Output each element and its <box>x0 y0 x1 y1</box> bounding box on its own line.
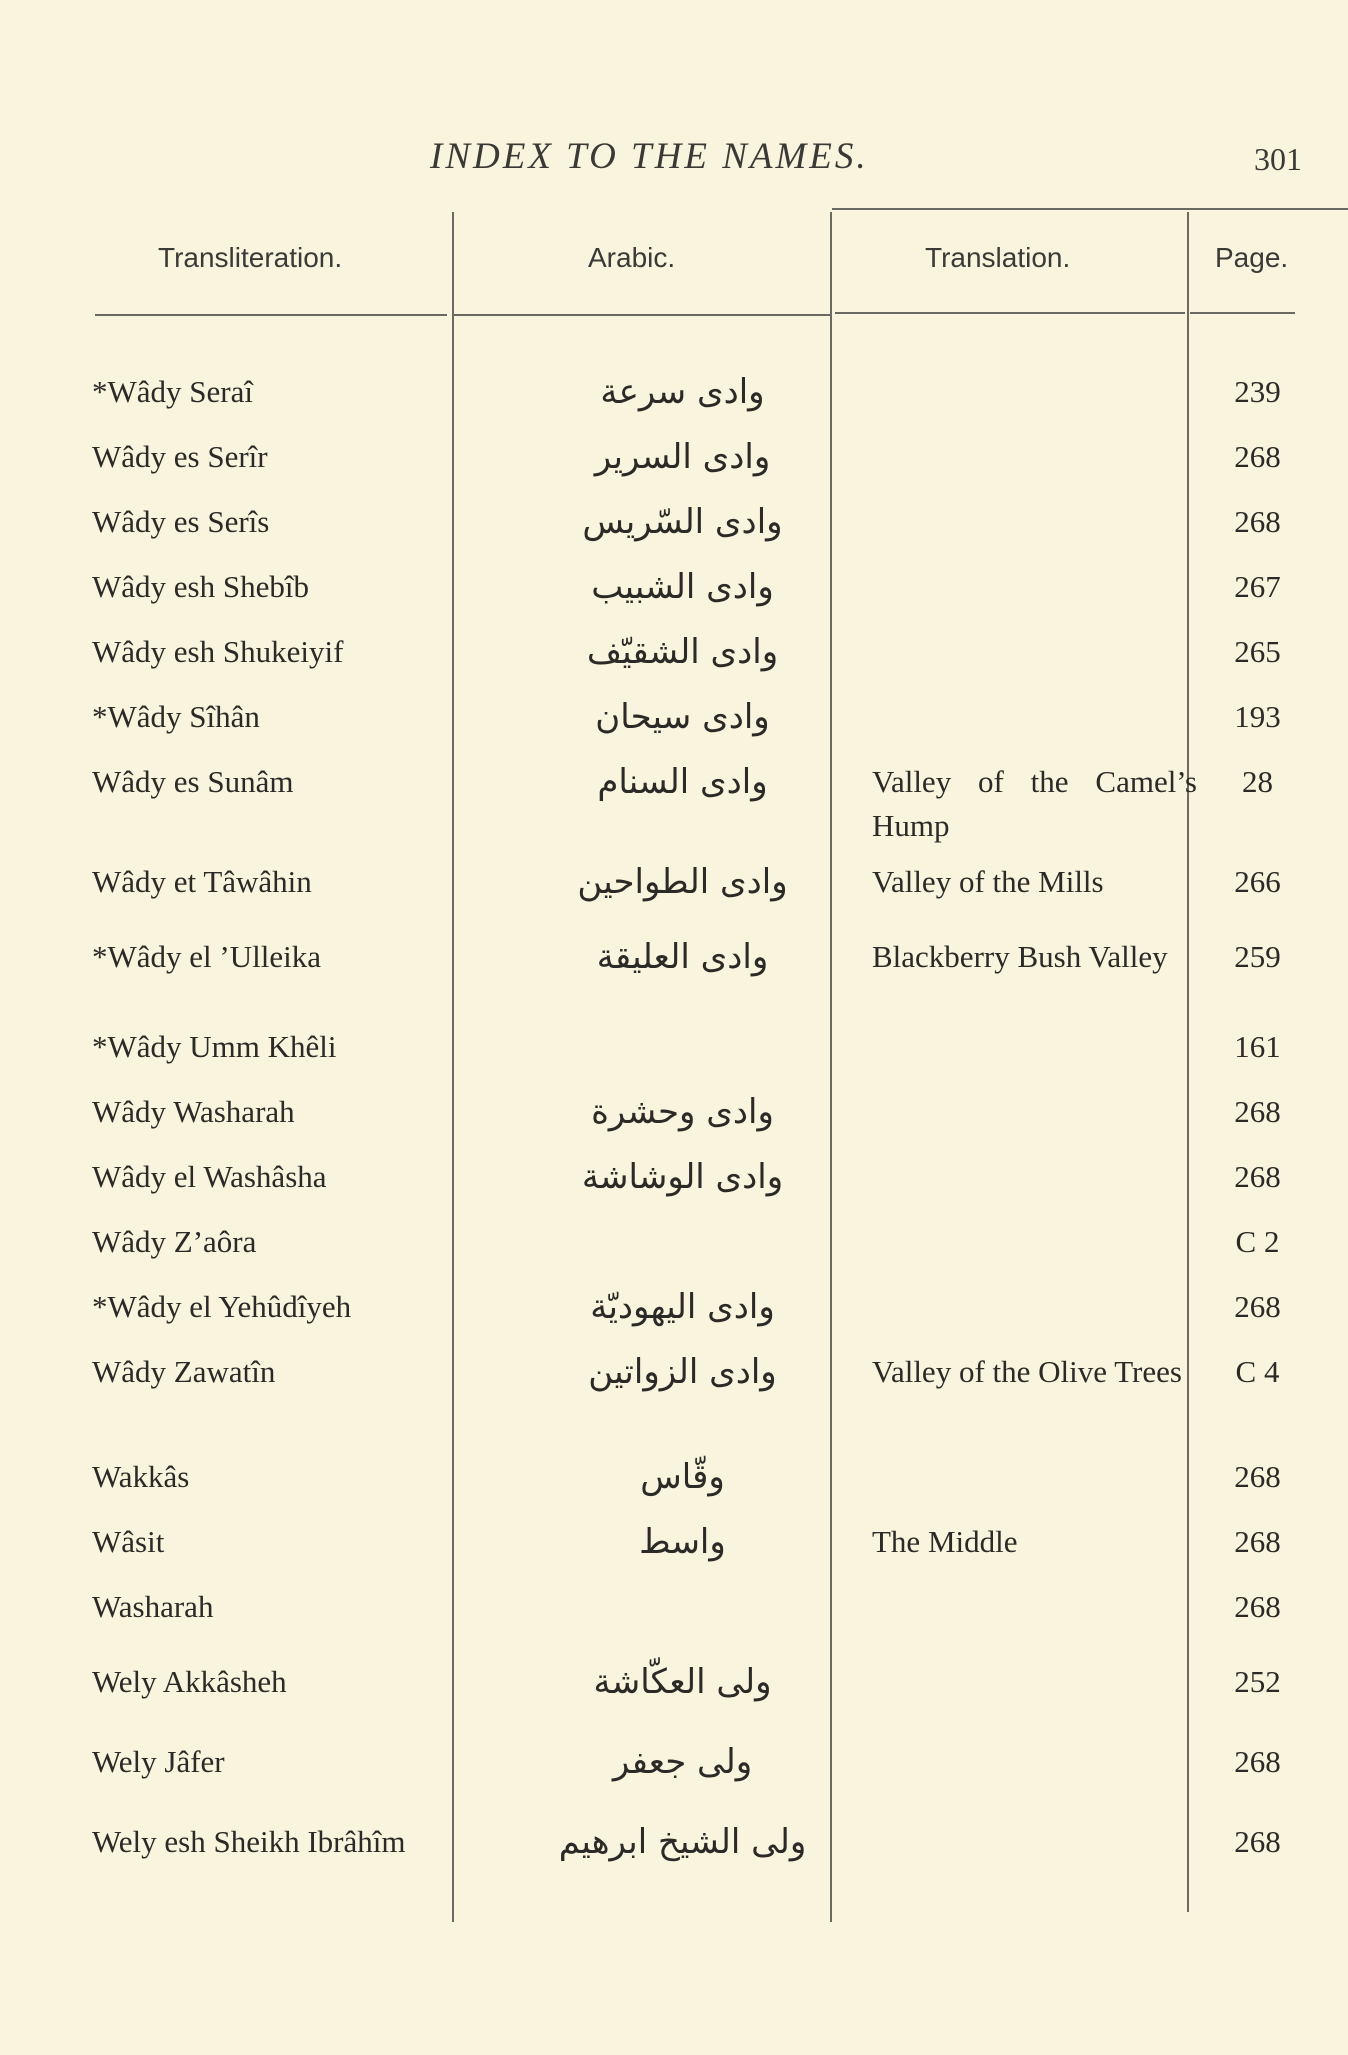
page-cell: 266 <box>1234 864 1281 899</box>
transliteration-cell: Washarah <box>92 1589 214 1624</box>
arabic-cell: ولى العكّاشة <box>593 1662 772 1702</box>
translation-cell: The Middle <box>872 1524 1018 1559</box>
transliteration-cell: Wâdy es Serîr <box>92 439 268 474</box>
transliteration-cell: Wâdy el Washâsha <box>92 1159 327 1194</box>
column-headers <box>90 210 1305 315</box>
translation-cell: Valley of the Olive Trees <box>872 1354 1182 1389</box>
transliteration-cell: Wâdy esh Shebîb <box>92 569 309 604</box>
translation-cell: Valley of the Mills <box>872 864 1104 899</box>
transliteration-cell: Wâdy es Sunâm <box>92 764 294 799</box>
page-number: 301 <box>1254 141 1302 177</box>
page-cell: 28 <box>1242 764 1273 799</box>
transliteration-cell: *Wâdy Sîhân <box>92 699 260 734</box>
page-cell: 268 <box>1234 1094 1281 1129</box>
page-cell: 268 <box>1234 1744 1281 1779</box>
transliteration-cell: Wâdy Zawatîn <box>92 1354 276 1389</box>
page-cell: 259 <box>1234 939 1281 974</box>
translation-cell: Blackberry Bush Valley <box>872 939 1168 974</box>
arabic-cell: وادى الطواحين <box>577 862 788 902</box>
page-cell: 193 <box>1234 699 1281 734</box>
page-cell: C 4 <box>1235 1354 1280 1389</box>
page-cell: 268 <box>1234 1524 1281 1559</box>
column-rule-1 <box>452 212 454 1922</box>
page-cell: 268 <box>1234 439 1281 474</box>
transliteration-cell: *Wâdy el ’Ulleika <box>92 939 321 974</box>
arabic-cell: وادى سيحان <box>595 697 770 737</box>
header-transliteration: Transliteration. <box>158 242 343 273</box>
page-cell: 268 <box>1234 1824 1281 1859</box>
page-cell: 252 <box>1234 1664 1281 1699</box>
arabic-cell: وادى اليهوديّة <box>590 1287 775 1327</box>
transliteration-cell: Wakkâs <box>92 1459 190 1494</box>
running-head <box>0 135 1348 185</box>
column-rule-3 <box>1187 212 1189 1912</box>
running-title: INDEX TO THE NAMES. <box>430 136 869 177</box>
page-cell: 267 <box>1234 569 1281 604</box>
page-cell: 239 <box>1234 374 1281 409</box>
header-page: Page. <box>1215 242 1289 273</box>
arabic-cell: وادى السنام <box>597 762 768 802</box>
transliteration-cell: Wely esh Sheikh Ibrâhîm <box>92 1824 406 1859</box>
transliteration-cell: Wely Jâfer <box>92 1744 225 1779</box>
arabic-cell: وادى الشبيب <box>591 567 774 607</box>
page-cell: 268 <box>1234 1159 1281 1194</box>
arabic-cell: وادى وحشرة <box>591 1092 774 1132</box>
arabic-cell: وادى الزواتين <box>588 1352 777 1392</box>
page-cell: 265 <box>1234 634 1281 669</box>
arabic-cell: ولى الشيخ ابرهيم <box>558 1822 807 1862</box>
translation-cell: Valley of the Camel’s Hump <box>872 764 1197 843</box>
page-cell: 268 <box>1234 1589 1281 1624</box>
arabic-cell: وادى سرعة <box>600 372 765 412</box>
transliteration-cell: Wâdy Z’aôra <box>92 1224 257 1259</box>
arabic-cell: وقّاس <box>640 1457 725 1497</box>
arabic-cell: وادى السّريس <box>582 502 783 542</box>
header-translation: Translation. <box>925 242 1071 273</box>
page-cell: 268 <box>1234 504 1281 539</box>
arabic-cell: وادى العليقة <box>596 937 769 977</box>
arabic-cell: وادى الوشاشة <box>581 1157 784 1197</box>
arabic-cell: ولى جعفر <box>612 1742 753 1782</box>
header-arabic: Arabic. <box>588 242 676 273</box>
transliteration-cell: *Wâdy Umm Khêli <box>92 1029 337 1064</box>
transliteration-cell: Wâdy et Tâwâhin <box>92 864 312 899</box>
page-cell: 268 <box>1234 1289 1281 1324</box>
transliteration-cell: *Wâdy el Yehûdîyeh <box>92 1289 352 1324</box>
arabic-cell: وادى الشقيّف <box>586 632 779 672</box>
page-cell: 161 <box>1234 1029 1281 1064</box>
transliteration-cell: *Wâdy Seraî <box>92 374 253 409</box>
transliteration-cell: Wely Akkâsheh <box>92 1664 287 1699</box>
arabic-cell: واسط <box>639 1522 726 1562</box>
transliteration-cell: Wâdy es Serîs <box>92 504 270 539</box>
arabic-cell: وادى السرير <box>594 437 771 477</box>
page-cell: C 2 <box>1235 1224 1280 1259</box>
transliteration-cell: Wâdy esh Shukeiyif <box>92 634 344 669</box>
transliteration-cell: Wâsit <box>92 1524 165 1559</box>
page-cell: 268 <box>1234 1459 1281 1494</box>
transliteration-cell: Wâdy Washarah <box>92 1094 295 1129</box>
